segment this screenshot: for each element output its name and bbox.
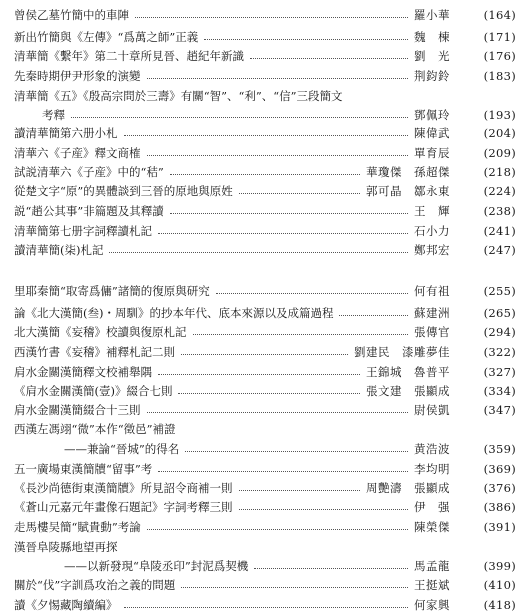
entry-author: 石小力	[414, 224, 450, 238]
toc-entry	[0, 517, 524, 537]
dot-leader	[158, 233, 408, 234]
entry-title: 清華簡第七册字詞釋讀札記	[14, 224, 152, 238]
entry-author: 鄧佩玲	[414, 108, 450, 122]
entry-page-number: (359)	[483, 442, 516, 456]
entry-page-number: (218)	[483, 165, 516, 179]
entry-author: 荆鈞鈴	[414, 69, 450, 83]
toc-entry	[0, 595, 524, 615]
entry-title: 漢晉阜陵縣地望再探	[14, 540, 118, 554]
entry-author: 王 輝	[414, 204, 450, 218]
entry-author: 尉侯凱	[414, 403, 450, 417]
entry-page-number: (209)	[483, 146, 516, 160]
entry-title: 讀清華簡(柒)札記	[14, 243, 104, 257]
dot-leader	[158, 471, 408, 472]
entry-title: 新出竹簡與《左傳》“爲萬之師”正義	[14, 30, 199, 44]
entry-author: 何家興	[414, 598, 450, 612]
dot-leader	[204, 39, 408, 40]
dot-leader	[239, 509, 408, 510]
entry-title: 五一廣場東漢簡牘“留事”考	[14, 462, 153, 476]
entry-author: 蘇建洲	[414, 306, 450, 320]
entry-author: 陳榮傑	[414, 520, 450, 534]
entry-title: 關於“伐”字訓爲攻治之義的問題	[14, 578, 176, 592]
entry-page-number: (294)	[483, 325, 516, 339]
toc-entry	[0, 556, 524, 576]
entry-title: 讀《夕惕藏陶續編》	[14, 598, 118, 612]
entry-author: 鄭邦宏	[414, 243, 450, 257]
toc-entry	[0, 478, 524, 498]
entry-title: 《長沙尚德街東漢簡牘》所見詔令商補一則	[14, 481, 233, 495]
toc-entry	[0, 201, 524, 221]
dot-leader	[250, 58, 408, 59]
dot-leader	[181, 587, 408, 588]
dot-leader	[178, 393, 360, 394]
entry-author: 郭可晶 鄒永東	[366, 184, 450, 198]
entry-title: 北大漢簡《妄稽》校讀與復原札記	[14, 325, 187, 339]
entry-title: 肩水金關漢簡綴合十三則	[14, 403, 141, 417]
toc-entry	[0, 342, 524, 362]
entry-title: 肩水金關漢簡釋文校補舉隅	[14, 365, 152, 379]
dot-leader	[170, 174, 360, 175]
toc-entry	[0, 240, 524, 260]
entry-author: 單育辰	[414, 146, 450, 160]
dot-leader	[254, 568, 408, 569]
entry-page-number: (183)	[483, 69, 516, 83]
entry-title: 清華六《子産》釋文商榷	[14, 146, 141, 160]
entry-page-number: (369)	[483, 462, 516, 476]
entry-title: 《蒼山元嘉元年畫像石題記》字詞考釋三則	[14, 500, 233, 514]
entry-title: 考釋	[42, 108, 65, 122]
toc-entry	[0, 123, 524, 143]
entry-title: 西漢竹書《妄稽》補釋札記二則	[14, 345, 175, 359]
entry-page-number: (386)	[483, 500, 516, 514]
entry-page-number: (204)	[483, 126, 516, 140]
dot-leader	[193, 334, 408, 335]
entry-author: 王錦城 魯普平	[366, 365, 450, 379]
entry-author: 李均明	[414, 462, 450, 476]
toc-entry	[0, 46, 524, 66]
entry-author: 張文建 張顯成	[366, 384, 450, 398]
entry-page-number: (347)	[483, 403, 516, 417]
entry-author: 張傳官	[414, 325, 450, 339]
entry-title: 先秦時期伊尹形象的演變	[14, 69, 141, 83]
entry-author: 魏 棟	[414, 30, 450, 44]
entry-title: 西漢左馮翊“微”本作“徵邑”補證	[14, 422, 176, 436]
entry-title: 走馬樓吴簡“賦貴動”考論	[14, 520, 141, 534]
entry-author: 馬孟龍	[414, 559, 450, 573]
entry-page-number: (193)	[483, 108, 516, 122]
entry-author: 陳偉武	[414, 126, 450, 140]
entry-page-number: (238)	[483, 204, 516, 218]
dot-leader	[135, 17, 408, 18]
dot-leader	[124, 607, 408, 608]
entry-page-number: (176)	[483, 49, 516, 63]
toc-entry	[0, 303, 524, 323]
toc-entry	[0, 5, 524, 25]
entry-author: 黄浩波	[414, 442, 450, 456]
entry-page-number: (418)	[483, 598, 516, 612]
entry-title: ——以新發現“阜陵丞印”封泥爲契機	[64, 559, 249, 573]
toc-entry	[0, 105, 524, 125]
dot-leader	[147, 529, 408, 530]
entry-title: 《肩水金關漢簡(壹)》綴合七則	[14, 384, 173, 398]
entry-title: 清華簡《五》《殷高宗問於三壽》有關“智”、“利”、“信”三段簡文	[14, 89, 343, 103]
entry-title: 説“趙公其事”非篇題及其釋讀	[14, 204, 164, 218]
toc-entry	[0, 322, 524, 342]
toc-entry	[0, 381, 524, 401]
entry-title: 讀清華簡第六册小札	[14, 126, 118, 140]
dot-leader	[185, 451, 408, 452]
entry-page-number: (265)	[483, 306, 516, 320]
dot-leader	[71, 117, 408, 118]
dot-leader	[147, 412, 408, 413]
toc-entry	[0, 362, 524, 382]
entry-page-number: (334)	[483, 384, 516, 398]
toc-entry	[0, 281, 524, 301]
toc-entry	[0, 27, 524, 47]
entry-author: 周艷濤 張顯成	[366, 481, 450, 495]
entry-author: 劉建民 漆雕夢佳	[354, 345, 450, 359]
dot-leader	[181, 354, 348, 355]
entry-page-number: (399)	[483, 559, 516, 573]
dot-leader	[339, 315, 408, 316]
dot-leader	[109, 252, 408, 253]
entry-page-number: (327)	[483, 365, 516, 379]
entry-title: 試説清華六《子産》中的“秸”	[14, 165, 164, 179]
entry-title: ——兼論“晉城”的得名	[64, 442, 180, 456]
toc-entry	[0, 537, 524, 557]
entry-page-number: (247)	[483, 243, 516, 257]
toc-entry	[0, 66, 524, 86]
entry-author: 華瓊傑 孫超傑	[366, 165, 450, 179]
dot-leader	[239, 193, 360, 194]
dot-leader	[239, 490, 360, 491]
dot-leader	[216, 293, 408, 294]
entry-title: 清華簡《繫年》第二十章所見晉、趙紀年新識	[14, 49, 244, 63]
entry-author: 劉 光	[414, 49, 450, 63]
dot-leader	[170, 213, 408, 214]
entry-page-number: (376)	[483, 481, 516, 495]
toc-entry	[0, 143, 524, 163]
dot-leader	[147, 78, 408, 79]
entry-title: 里耶秦簡“取寄爲傭”諸簡的復原與研究	[14, 284, 210, 298]
toc-entry	[0, 439, 524, 459]
entry-page-number: (241)	[483, 224, 516, 238]
entry-title: 論《北大漢簡(叁)・周馴》的抄本年代、底本來源以及成篇過程	[14, 306, 334, 320]
entry-author: 伊 强	[414, 500, 450, 514]
entry-author: 王挺斌	[414, 578, 450, 592]
toc-entry	[0, 86, 524, 106]
entry-page-number: (224)	[483, 184, 516, 198]
dot-leader	[124, 135, 408, 136]
toc-entry	[0, 400, 524, 420]
entry-title: 曾侯乙墓竹簡中的車陣	[14, 8, 129, 22]
toc-entry	[0, 181, 524, 201]
entry-page-number: (255)	[483, 284, 516, 298]
entry-title: 從楚文字“原”的異體談到三晉的原地與原姓	[14, 184, 233, 198]
toc-entry	[0, 162, 524, 182]
entry-page-number: (322)	[483, 345, 516, 359]
entry-page-number: (410)	[483, 578, 516, 592]
dot-leader	[147, 155, 408, 156]
toc-entry	[0, 497, 524, 517]
toc-entry	[0, 459, 524, 479]
dot-leader	[158, 374, 360, 375]
entry-page-number: (171)	[483, 30, 516, 44]
entry-author: 羅小華	[414, 8, 450, 22]
entry-author: 何有祖	[414, 284, 450, 298]
entry-page-number: (164)	[483, 8, 516, 22]
toc-entry	[0, 221, 524, 241]
toc-entry	[0, 575, 524, 595]
toc-entry	[0, 419, 524, 439]
entry-page-number: (391)	[483, 520, 516, 534]
